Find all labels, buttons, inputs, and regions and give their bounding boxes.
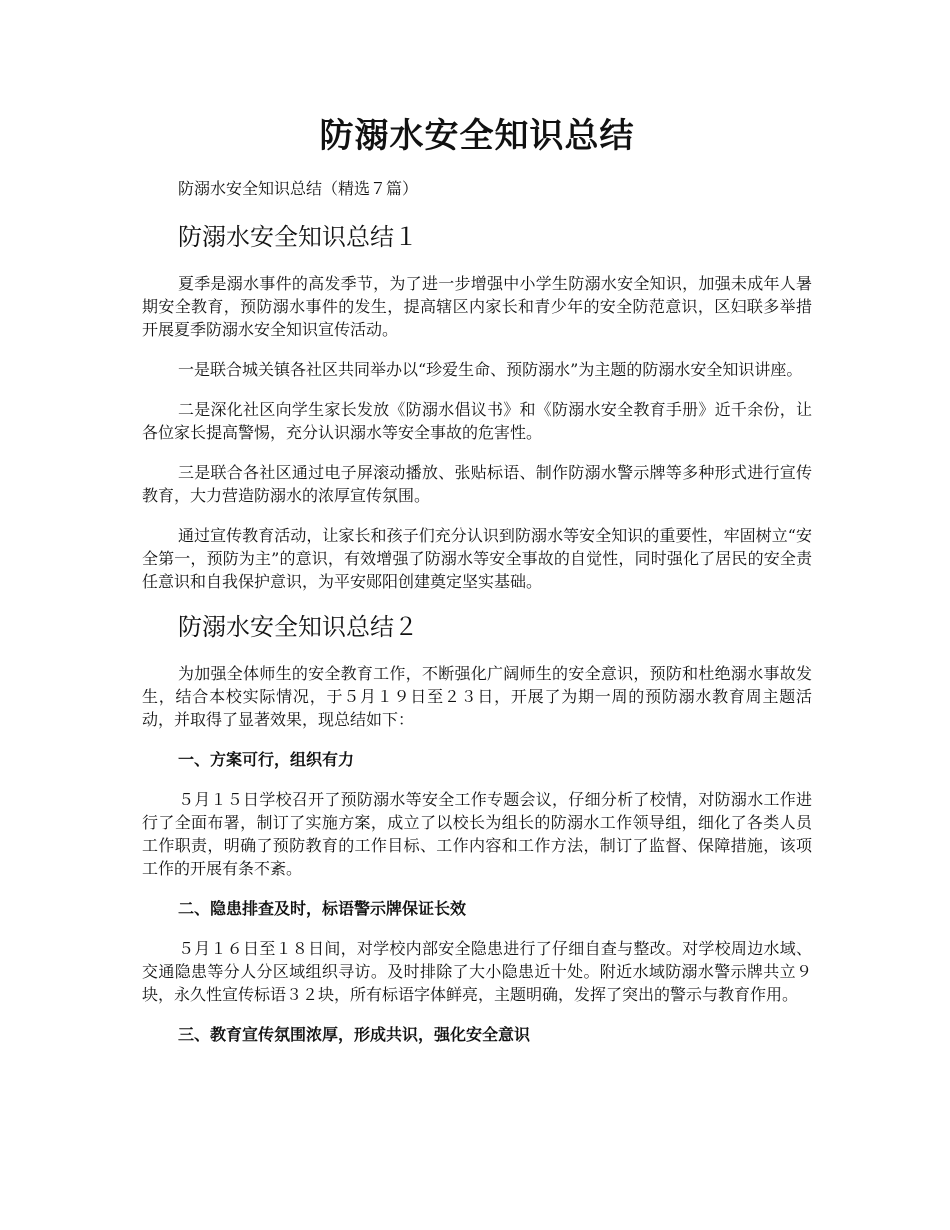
paragraph: 通过宣传教育活动，让家长和孩子们充分认识到防溺水等安全知识的重要性，牢固树立“安全第一，预防为主”的意识，有效增强了防溺水等安全事故的自觉性，同时强化了居民的安全责任意识和自我保护意识，为平安郧阳创建奠定坚实基础。 xyxy=(142,526,812,591)
section-1 xyxy=(142,220,812,593)
subsection-heading: 二、隐患排查及时，标语警示牌保证长效 xyxy=(178,899,467,918)
paragraph: 二是深化社区向学生家长发放《防溺水倡议书》和《防溺水安全教育手册》近千余份，让各位家长提高警惕，充分认识溺水等安全事故的危害性。 xyxy=(142,400,812,442)
paragraph: ５月１６日至１８日间，对学校内部安全隐患进行了仔细自查与整改。对学校周边水域、交通隐患等分人分区域组织寻访。及时排除了大小隐患近十处。附近水域防溺水警示牌共立９块，永久性宣传标语３２块，所有标语字体鲜亮，主题明确，发挥了突出的警示与教育作用。 xyxy=(142,939,812,1004)
document-subtitle: 防溺水安全知识总结（精选７篇） xyxy=(178,179,419,198)
section-2 xyxy=(142,610,812,1046)
subsection-heading: 三、教育宣传氛围浓厚，形成共识，强化安全意识 xyxy=(178,1025,531,1044)
paragraph: 为加强全体师生的安全教育工作，不断强化广阔师生的安全意识，预防和杜绝溺水事故发生，结合本校实际情况，于５月１９日至２３日，开展了为期一周的预防溺水教育周主题活动，并取得了显著效果，现总结如下： xyxy=(142,664,812,729)
section-heading: 防溺水安全知识总结１ xyxy=(178,223,418,251)
document-page xyxy=(142,112,812,1063)
paragraph: ５月１５日学校召开了预防溺水等安全工作专题会议，仔细分析了校情，对防溺水工作进行了全面布署，制订了实施方案，成立了以校长为组长的防溺水工作领导组，细化了各类人员工作职责，明确了预防教育的工作目标、工作内容和工作方法，制订了监督、保障措施，该项工作的开展有条不紊。 xyxy=(142,790,812,878)
paragraph: 三是联合各社区通过电子屏滚动播放、张贴标语、制作防溺水警示牌等多种形式进行宣传教育，大力营造防溺水的浓厚宣传氛围。 xyxy=(142,463,812,505)
document-title: 防溺水安全知识总结 xyxy=(319,116,635,156)
paragraph: 一是联合城关镇各社区共同举办以“珍爱生命、预防溺水”为主题的防溺水安全知识讲座。 xyxy=(178,360,803,379)
paragraph: 夏季是溺水事件的高发季节，为了进一步增强中小学生防溺水安全知识，加强未成年人暑期安全教育，预防溺水事件的发生，提高辖区内家长和青少年的安全防范意识，区妇联多举措开展夏季防溺水安全知识宣传活动。 xyxy=(142,274,812,339)
section-heading: 防溺水安全知识总结２ xyxy=(178,613,418,641)
subsection-heading: 一、方案可行，组织有力 xyxy=(178,750,355,769)
